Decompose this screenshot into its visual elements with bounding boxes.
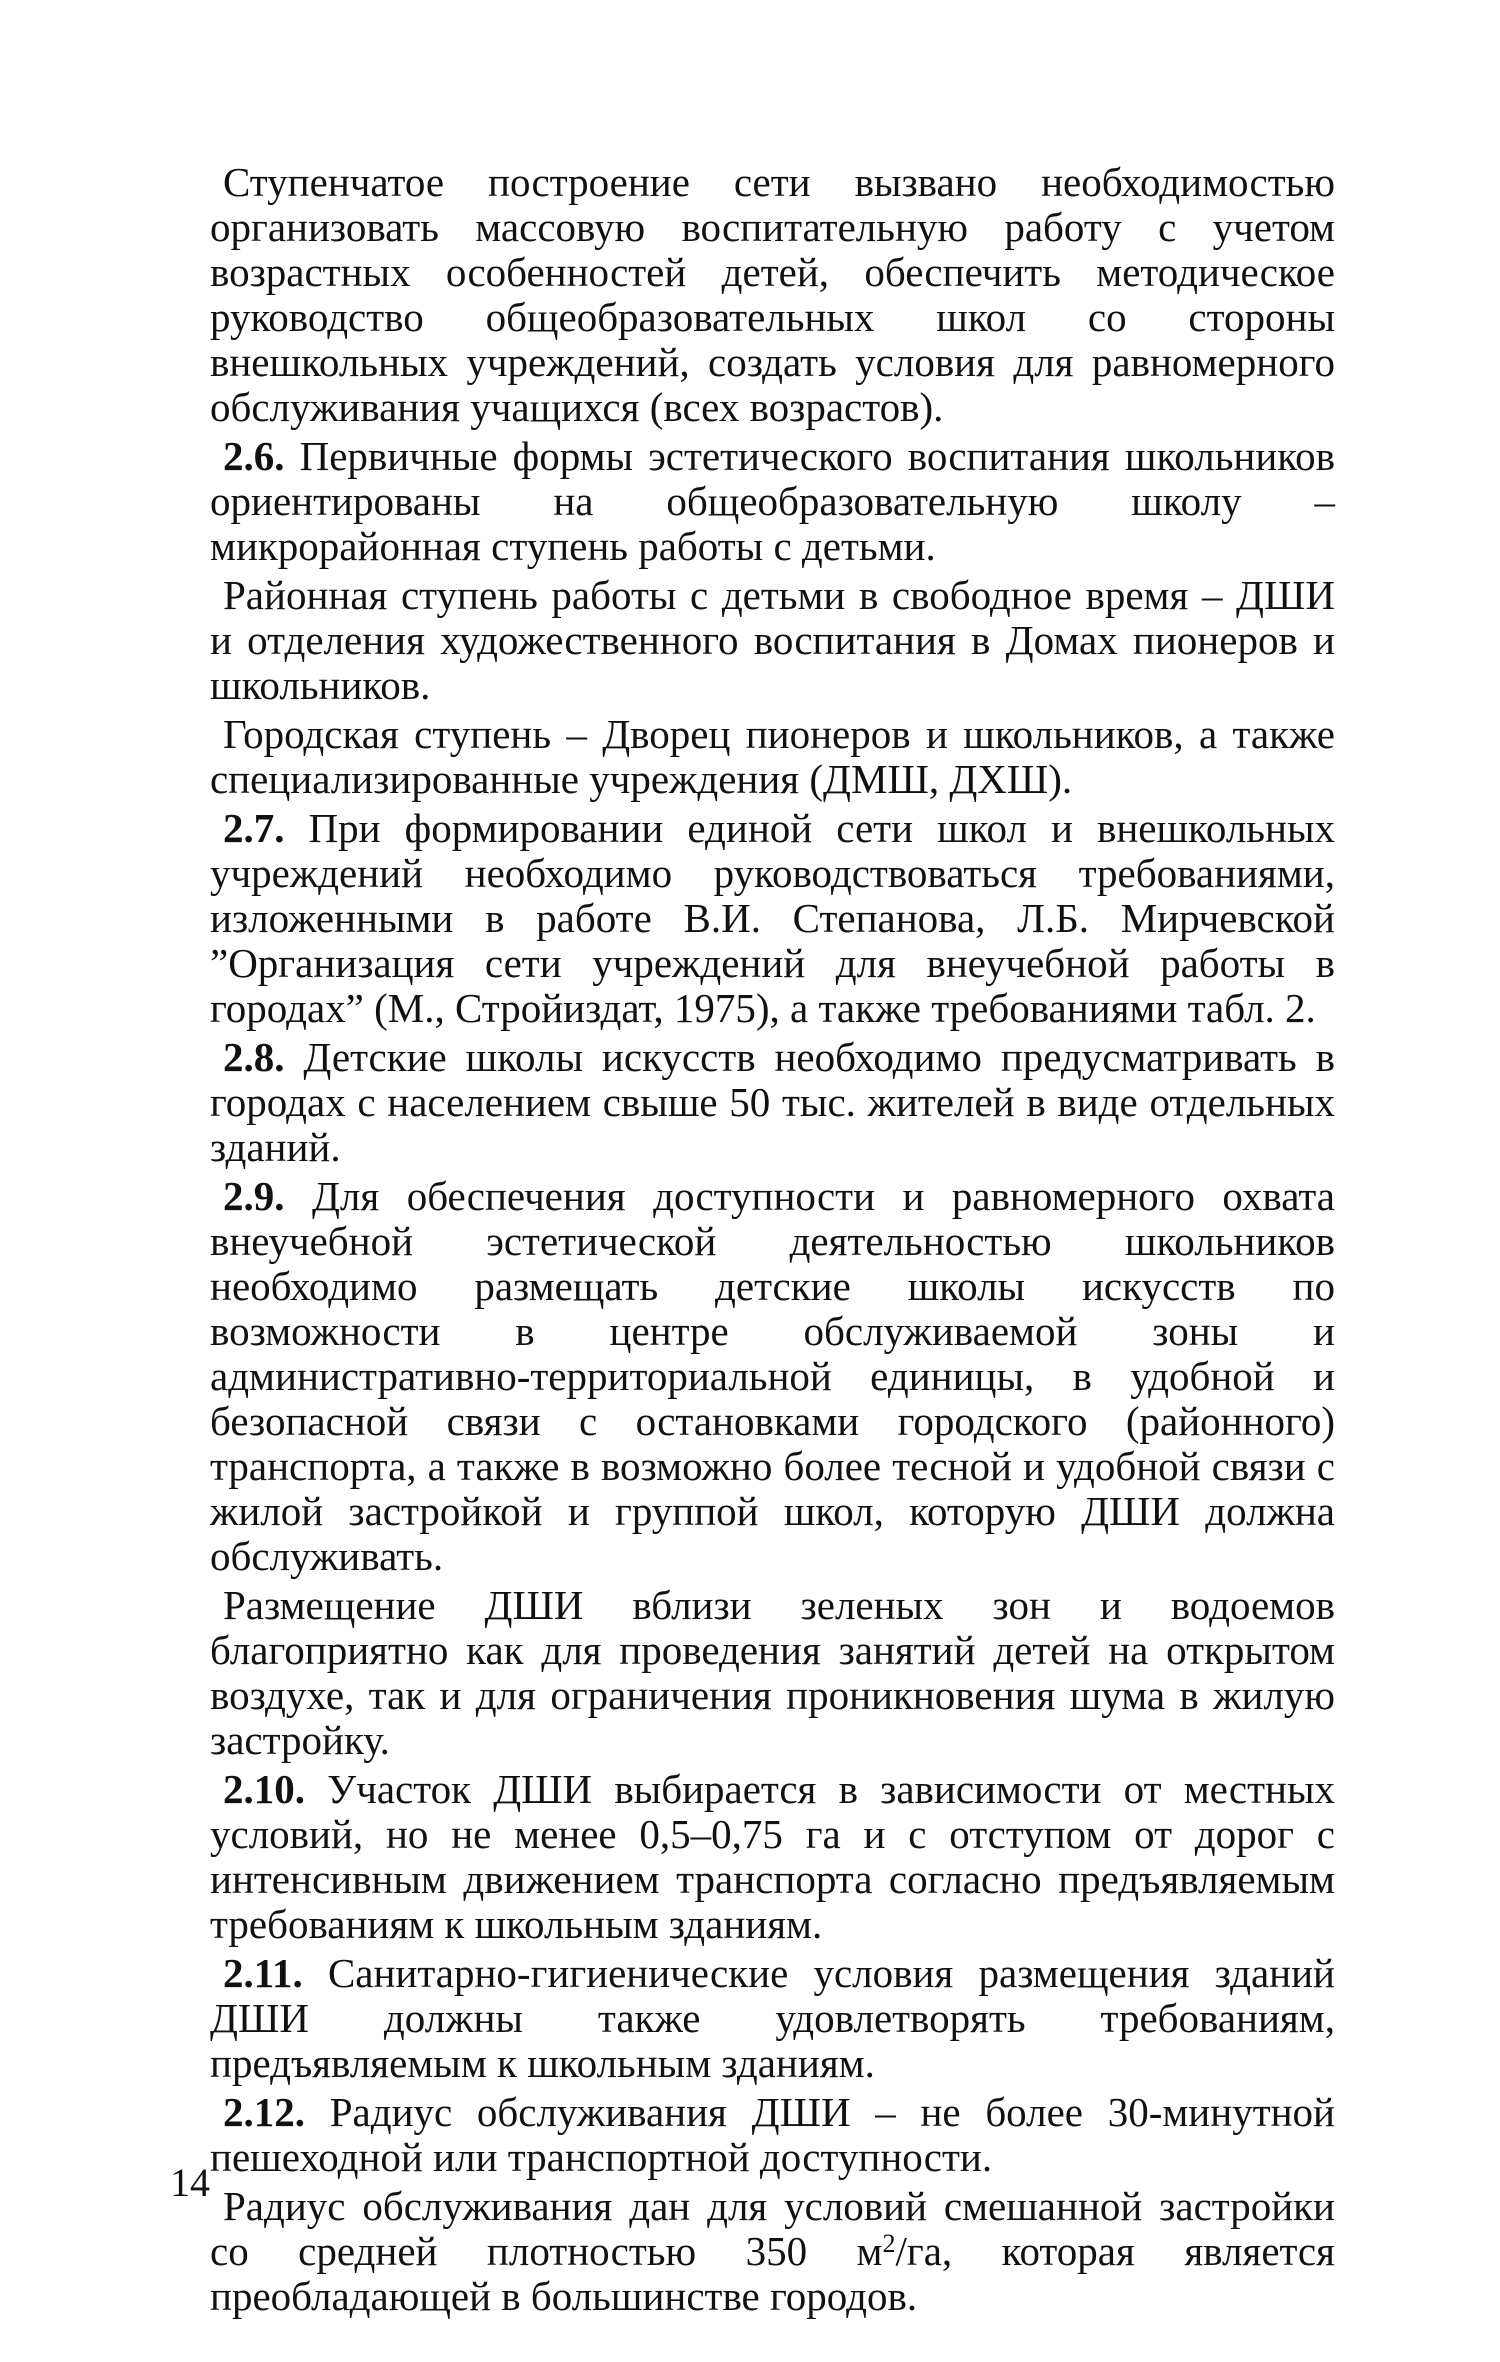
paragraph-text: Для обеспечения доступности и равномерного охвата внеучебной эстетической деятельностью школьников необходимо размещать детские школы искусств по возможности в центре обслуживаемой зоны и административно-территориальной единицы, в удобной и безопасной связи с остановками городского (районного) транспорта, а также в возможно более тесной и удобной связи с жилой застройкой и группой школ, которую ДШИ должна обслуживать. <box>210 1173 1335 1579</box>
superscript: 2 <box>882 2229 896 2258</box>
paragraph-text: Детские школы искусств необходимо предусматривать в городах с населением свыше 50 тыс. жителей в виде отдельных зданий. <box>210 1034 1335 1170</box>
paragraph-2-12 <box>210 2090 1335 2180</box>
paragraph-text: Участок ДШИ выбирается в зависимости от местных условий, но не менее 0,5–0,75 га и с отступом от дорог с интенсивным движением транспорта согласно предъявляемым требованиям к школьным зданиям. <box>210 1766 1335 1947</box>
paragraph-2-11 <box>210 1951 1335 2086</box>
paragraph-2-10 <box>210 1767 1335 1947</box>
paragraph-2-9 <box>210 1174 1335 1579</box>
page-number: 14 <box>170 2160 210 2205</box>
paragraph-text: Городская ступень – Дворец пионеров и школьников, а также специализированные учреждения (ДМШ, ДХШ). <box>210 711 1335 802</box>
document-page <box>210 160 1335 2323</box>
paragraph-service-radius <box>210 2184 1335 2319</box>
paragraph-intro <box>210 160 1335 430</box>
paragraph-text: Санитарно-гигиенические условия размещения зданий ДШИ должны также удовлетворять требованиям, предъявляемым к школьным зданиям. <box>210 1950 1335 2086</box>
paragraph-text-before: Радиус обслуживания дан для условий смешанной застройки со средней плотностью 350 м <box>210 2183 1335 2274</box>
paragraph-text-after: /га, которая является преобладающей в большинстве городов. <box>210 2228 1335 2319</box>
paragraph-2-8 <box>210 1035 1335 1170</box>
paragraph-2-7 <box>210 806 1335 1031</box>
paragraph-text: Размещение ДШИ вблизи зеленых зон и водоемов благоприятно как для проведения занятий детей на открытом воздухе, так и для ограничения проникновения шума в жилую застройку. <box>210 1582 1335 1763</box>
paragraph-number: 2.11. <box>223 1950 303 1996</box>
paragraph-text: При формировании единой сети школ и внешкольных учреждений необходимо руководствоваться требованиями, изложенными в работе В.И. Степанова, Л.Б. Мирчевской ”Организация сети учреждений для внеучебной работы в городах” (М., Стройиздат, 1975), а также требованиями табл. 2. <box>210 805 1335 1031</box>
paragraph-number: 2.10. <box>223 1766 305 1812</box>
paragraph-placement <box>210 1583 1335 1763</box>
paragraph-number: 2.8. <box>223 1034 285 1080</box>
paragraph-city-level <box>210 712 1335 802</box>
paragraph-number: 2.6. <box>223 433 285 479</box>
paragraph-text: Ступенчатое построение сети вызвано необходимостью организовать массовую воспитательную работу с учетом возрастных особенностей детей, обеспечить методическое руководство общеобразовательных школ со стороны внешкольных учреждений, создать условия для равномерного обслуживания учащихся (всех возрастов). <box>210 159 1335 430</box>
paragraph-text: Первичные формы эстетического воспитания школьников ориентированы на общеобразовательную школу – микрорайонная ступень работы с детьми. <box>210 433 1335 569</box>
paragraph-2-6 <box>210 434 1335 569</box>
paragraph-district-level <box>210 573 1335 708</box>
paragraph-number: 2.9. <box>223 1173 285 1219</box>
paragraph-text: Радиус обслуживания ДШИ – не более 30-минутной пешеходной или транспортной доступности. <box>210 2089 1335 2180</box>
paragraph-text: Районная ступень работы с детьми в свободное время – ДШИ и отделения художественного воспитания в Домах пионеров и школьников. <box>210 572 1335 708</box>
paragraph-number: 2.12. <box>223 2089 305 2135</box>
paragraph-number: 2.7. <box>223 805 285 851</box>
